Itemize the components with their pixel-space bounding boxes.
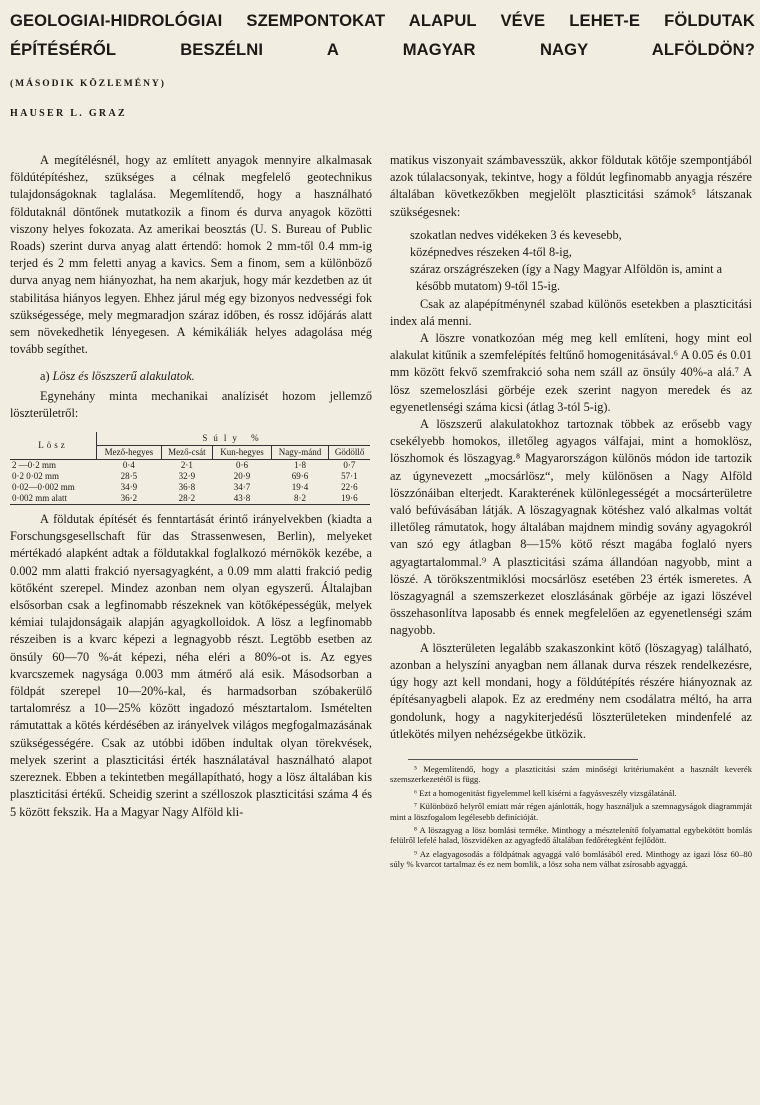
- table-cell: 1·8: [294, 460, 307, 471]
- list-item: szokatlan nedves vidékeken 3 és kevesebb,: [410, 227, 622, 242]
- table-cell: 0·6: [235, 460, 248, 471]
- table-cell: 8·2: [271, 493, 328, 505]
- article-author: HAUSER L. GRAZ: [10, 108, 127, 119]
- table-cell: 22·6: [341, 482, 358, 493]
- loess-analysis-table: [10, 432, 370, 505]
- table-cell: 43·8: [213, 493, 272, 505]
- paragraph: A földutak építését és fenntartását érintő irányelvekben (kiadta a Forschungsgesellschaft für das Strassenwesen, Berlin), melyeket mértékadó alapként adtak a földutakkal foglalkozó mérnökök kezébe, a 0.002 mm alatti frakció nyersagyagként, a 0.09 mm alatti frakció pedig kötőként szerepel. Mindez azonban nem olyan egyszerű. Általajban elsősorban csak a legfinomabb részeknek van kötőképességük, melyek kémiai tulajdonságaik alapján agyagkolloidok. A lösz a legfinomabb részeiben is a kvarc képezi a legnagyobb részt. Legtöbb esetben az önsúly 60—70 %-át képezi, néha eléri a 80%-ot is. Az egyes kvarcszemek nagysága 0.003 mm átmérő alá esik. Másodsorban a földpát szerepel 10—20%-kal, és harmadsorban szóbakerülő tartalomrész a 10—25% között ingadozó mésztartalom. Ismételten rámutattak a kötés kérdésében az irányelvek világos megfogalmazásának szükségességére. Csak az utóbbi időben indultak olyan törekvések, melyek szerint a plaszticitási érték használatával használható alapot szereznek. Ebben a tekintetben megállapítható, hogy a lösz általában kis plaszticitási értékű. Scheidig szerint a szélloszok plaszticitási száma 4 és 5 között fekszik. Ha a Magyar Nagy Alföld kli-: [10, 512, 372, 819]
- article-subtitle: (MÁSODIK KÖZLEMÉNY): [10, 79, 166, 89]
- footnote: ⁷ Különböző helyről emiatt már régen ajánlották, hogy használjuk a szemnagyságok diagrammját mint a löszfogalom legélesebb definícióját.: [390, 801, 752, 822]
- table-column-header: Kun-hegyes: [213, 446, 272, 460]
- table-cell: 69·6: [291, 471, 309, 482]
- paragraph: Csak az alapépítménynél szabad különös esetekben a plaszticitási index alá menni.: [390, 296, 752, 328]
- table-row: [10, 493, 370, 505]
- table-cell: 20·9: [233, 471, 251, 482]
- table-cell: 57·1: [341, 471, 358, 482]
- table-cell: 28·2: [161, 493, 212, 505]
- table-row-label: 2 —0·2 mm: [12, 460, 56, 471]
- table-row-label: 0·2 0·02 mm: [12, 471, 59, 482]
- footnote: ⁸ A löszagyag a lösz bomlási terméke. Minthogy a mésztelenítő folyamattal egybekötött bomlás felülről lefelé halad, löszvidéken az agyagfedő általában fedőrétegként fejlődött.: [390, 824, 752, 846]
- table-row-header: Lösz: [10, 432, 97, 460]
- table-column-header: Nagy-mánd: [271, 446, 328, 460]
- table-row-label: 0·002 mm alatt: [10, 493, 97, 505]
- table-cell: 36·2: [97, 493, 162, 505]
- table-cell: 32·9: [178, 471, 196, 482]
- paragraph: A löszre vonatkozóan még meg kell említeni, hogy mint eol alakulat kitűnik a szemfelépítés feltűnő homogenitásával.⁶ A 0.05 és 0.01 mm között fekvő szemfrakció soha nem száll az önsúly 40%-a alá.⁷ A lösz szemeloszlási görbéje ezek szerint nagyon meredek és az egyenetlenségi száma kicsi (átlag 3-tól 5-ig).: [390, 331, 752, 414]
- right-column: [390, 152, 752, 873]
- paragraph: Egynehány minta mechanikai analízisét hozom jellemző löszterületről:: [10, 388, 372, 420]
- table-cell: 19·4: [291, 482, 309, 493]
- section-title: Lösz és löszszerű alakulatok.: [52, 369, 195, 384]
- list-item: száraz országrészeken (így a Nagy Magyar Alföldön is, amint a később mutatom) 9-től 15-ig.: [410, 262, 723, 294]
- footnote: ⁵ Megemlítendő, hogy a plaszticitási szám minőségi kritériumaként a használt keverék szemszerkezetétől is függ.: [390, 763, 752, 785]
- table-cell: 34·9: [120, 482, 138, 493]
- table-cell: 19·6: [329, 493, 370, 505]
- table-column-header: Gödöllő: [329, 446, 370, 460]
- table-cell: 0·7: [343, 460, 356, 471]
- table-column-header: Mező-hegyes: [97, 446, 162, 460]
- article-title: GEOLOGIAI-HIDROLÓGIAI SZEMPONTOKAT ALAPUL VÉVE LEHET-E FÖLDUTAK ÉPÍTÉSÉRŐL BESZÉLNI A MAGYAR NAGY ALFÖLDÖN?: [10, 11, 755, 59]
- table-row: [10, 482, 370, 493]
- table-row-label: 0·02—0·002 mm: [12, 482, 75, 493]
- footnote-divider: [408, 759, 638, 760]
- footnote: ⁹ Az elagyagosodás a földpátnak agyaggá való bomlásából ered. Minthogy az igazi lösz 60–80 súly % kvarcot tartalmaz és ez nem bomlik, a lösz soha nem válhat zsírosabb agyaggá.: [390, 848, 752, 870]
- table-cell: 36·8: [178, 482, 196, 493]
- paragraph: A löszszerű alakulatokhoz tartoznak többek az erősebb vagy csekélyebb homokos, illetőleg agyagos válfajai, mint a homoklösz, löszhomok és löszagyag.⁸ Magyarországon különös módon ide tartozik az úgynevezett „mocsárlösz“, mely különösen a Nagy Alföld löszzónáiban elterjedt. Karakterének különlegességét a mocsárterületre való befúvásában látják. A löszagyagnak kötéshez való alkalmas voltát illetőleg rámutatok, hogy általában majdnem mindig sovány agyagokról van szó egy átlagban 8—15% kötő részt magába foglaló nyers agyagtartalommal.⁹ A plaszticitási száma állandóan nagyobb, mint a löszé. A törökszentmiklósi mocsárlösz esetében 23 érték ismeretes. A löszagyagnál a szemszerkezet eloszlásának görbéje az igazi löszével összehasonlítva laposabb és ennek megfelelően az egyenetlenségi szám nagyobb.: [390, 417, 752, 638]
- table-column-header: Mező-csát: [161, 446, 212, 460]
- table-row: [10, 471, 370, 482]
- table-group-header: Súly %: [97, 432, 371, 446]
- paragraph: A löszterületen legalább szakaszonkint kötő (löszagyag) található, azonban a helyszíni anyagban nem állanak durva részek rendelkezésre, úgy hogy azt kell mondani, hogy a földútépítés részére hiányoznak az építésanyagbeli alapok. Ez az eredmény nem csodálatra méltó, ha arra gondolunk, hogy a nagykiterjedésű löszterületeken mindenfelé az útlekötés milyen nehézségekbe ütközik.: [390, 640, 752, 741]
- footnote: ⁶ Ezt a homogenitást figyelemmel kell kísérni a fagyásveszély vizsgálatánál.: [414, 787, 677, 798]
- table-row: [10, 460, 370, 472]
- table-cell: 2·1: [180, 460, 193, 471]
- section-heading: [40, 368, 372, 385]
- section-label: a): [40, 369, 50, 384]
- table-cell: 28·5: [120, 471, 138, 482]
- list-item: középnedves részeken 4-től 8-ig,: [410, 245, 572, 260]
- table-cell: 34·7: [233, 482, 251, 493]
- table-cell: 0·4: [122, 460, 135, 471]
- paragraph: A megítélésnél, hogy az említett anyagok mennyire alkalmasak földútépítéshez, szükséges a célnak megfelelő geotechnikus tulajdonságoknak taglalása. Megemlítendő, hogy a használható földutaknál döntőnek mutatkozik a finom és durva anyagok közötti viszony helyes fokozata. Az amerikai beosztás (U. S. Bureau of Public Roads) szerint durva anyag alatt értendő: homok 2 mm-től 0.4 mm-ig terjed és 2 mm feletti anyag a kavics. Sem a finom, sem a különböző durva anyag nem hiányozhat, ha nem akarjuk, hogy már kezdetben az út stabilitása hiányos legyen. Ehhez járul még egy bizonyos nedvességi fok szükségessége, mely megmaradjon száraz időben, és rossz időjárás alatt sem növekedhetik lényegesen. A kémikáliák helyes adagolása még tovább segíthet.: [10, 153, 372, 357]
- paragraph: matikus viszonyait számbavesszük, akkor földutak kötője szempontjából azok túlalacsonyak, tekintve, hogy a földút legfinomabb anyagja részére általában következőkben megjelölt plaszticitási számok⁵ látszanak szükségesnek:: [390, 153, 752, 219]
- left-column: [10, 152, 372, 821]
